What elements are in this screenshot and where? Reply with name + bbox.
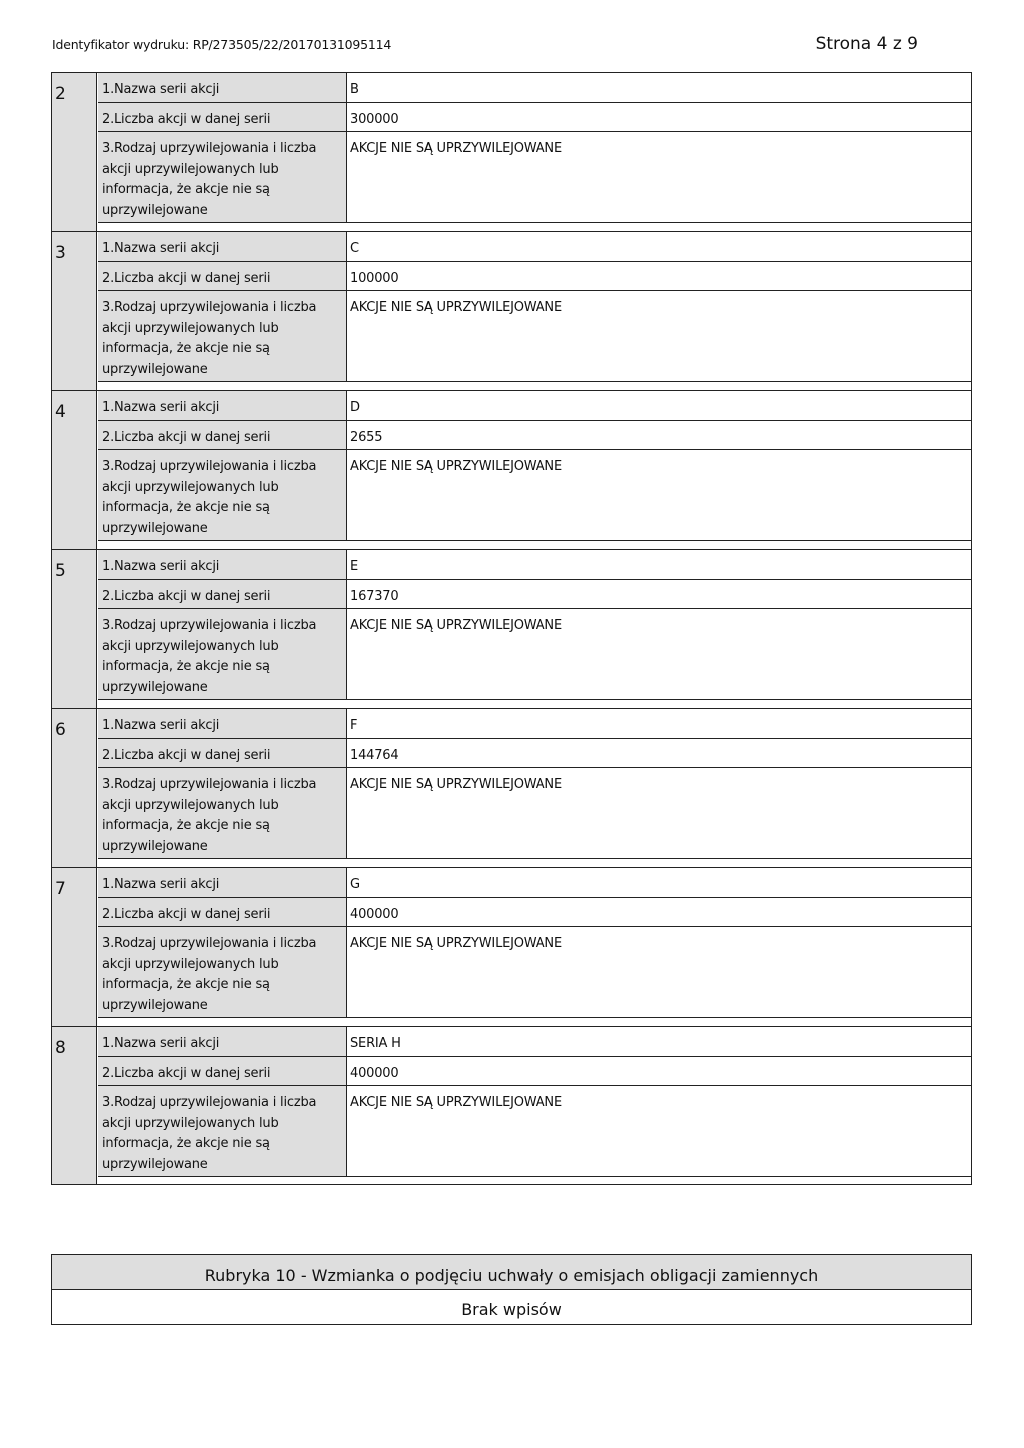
page-number: Strona 4 z 9 <box>815 34 918 54</box>
privilege-type-value: AKCJE NIE SĄ UPRZYWILEJOWANE <box>347 608 971 700</box>
series-name-value: B <box>347 73 971 103</box>
privilege-type-value: AKCJE NIE SĄ UPRZYWILEJOWANE <box>347 131 971 223</box>
series-name-label: 1.Nazwa serii akcji <box>98 232 347 262</box>
section-title: Rubryka 10 - Wzmianka o podjęciu uchwały o emisjach obligacji zamiennych <box>51 1254 972 1290</box>
series-group <box>51 231 972 390</box>
series-index: 5 <box>52 550 97 708</box>
series-group <box>51 867 972 1026</box>
share-count-value: 400000 <box>347 1056 971 1086</box>
series-name-label: 1.Nazwa serii akcji <box>98 709 347 739</box>
section-body: Brak wpisów <box>51 1290 972 1325</box>
privilege-type-label: 3.Rodzaj uprzywilejowania i liczba akcji uprzywilejowanych lub informacja, że akcje nie są uprzywilejowane <box>98 608 347 700</box>
series-name-label: 1.Nazwa serii akcji <box>98 868 347 898</box>
share-count-label: 2.Liczba akcji w danej serii <box>98 420 347 450</box>
share-series-table <box>51 72 972 1185</box>
privilege-type-label: 3.Rodzaj uprzywilejowania i liczba akcji uprzywilejowanych lub informacja, że akcje nie są uprzywilejowane <box>98 767 347 859</box>
series-index: 8 <box>52 1027 97 1184</box>
group-spacer <box>98 1176 971 1186</box>
share-count-label: 2.Liczba akcji w danej serii <box>98 1056 347 1086</box>
privilege-type-value: AKCJE NIE SĄ UPRZYWILEJOWANE <box>347 926 971 1018</box>
share-count-label: 2.Liczba akcji w danej serii <box>98 261 347 291</box>
series-group <box>51 1026 972 1185</box>
series-index: 4 <box>52 391 97 549</box>
series-name-label: 1.Nazwa serii akcji <box>98 1027 347 1057</box>
series-name-value: E <box>347 550 971 580</box>
share-count-label: 2.Liczba akcji w danej serii <box>98 738 347 768</box>
privilege-type-label: 3.Rodzaj uprzywilejowania i liczba akcji uprzywilejowanych lub informacja, że akcje nie są uprzywilejowane <box>98 290 347 382</box>
series-index: 7 <box>52 868 97 1026</box>
series-group <box>51 708 972 867</box>
series-name-value: F <box>347 709 971 739</box>
share-count-value: 167370 <box>347 579 971 609</box>
series-index: 3 <box>52 232 97 390</box>
privilege-type-label: 3.Rodzaj uprzywilejowania i liczba akcji uprzywilejowanych lub informacja, że akcje nie są uprzywilejowane <box>98 926 347 1018</box>
privilege-type-label: 3.Rodzaj uprzywilejowania i liczba akcji uprzywilejowanych lub informacja, że akcje nie są uprzywilejowane <box>98 131 347 223</box>
share-count-value: 400000 <box>347 897 971 927</box>
privilege-type-value: AKCJE NIE SĄ UPRZYWILEJOWANE <box>347 1085 971 1177</box>
share-count-value: 2655 <box>347 420 971 450</box>
share-count-label: 2.Liczba akcji w danej serii <box>98 102 347 132</box>
series-name-value: D <box>347 391 971 421</box>
share-count-value: 144764 <box>347 738 971 768</box>
series-index: 2 <box>52 73 97 231</box>
series-index: 6 <box>52 709 97 867</box>
series-name-label: 1.Nazwa serii akcji <box>98 550 347 580</box>
share-count-value: 100000 <box>347 261 971 291</box>
share-count-value: 300000 <box>347 102 971 132</box>
series-name-value: G <box>347 868 971 898</box>
print-identifier: Identyfikator wydruku: RP/273505/22/20170131095114 <box>52 37 392 52</box>
privilege-type-label: 3.Rodzaj uprzywilejowania i liczba akcji uprzywilejowanych lub informacja, że akcje nie są uprzywilejowane <box>98 1085 347 1177</box>
share-count-label: 2.Liczba akcji w danej serii <box>98 579 347 609</box>
share-count-label: 2.Liczba akcji w danej serii <box>98 897 347 927</box>
privilege-type-value: AKCJE NIE SĄ UPRZYWILEJOWANE <box>347 449 971 541</box>
series-group <box>51 390 972 549</box>
series-name-label: 1.Nazwa serii akcji <box>98 73 347 103</box>
series-group <box>51 72 972 231</box>
series-name-label: 1.Nazwa serii akcji <box>98 391 347 421</box>
privilege-type-value: AKCJE NIE SĄ UPRZYWILEJOWANE <box>347 290 971 382</box>
series-name-value: SERIA H <box>347 1027 971 1057</box>
series-group <box>51 549 972 708</box>
privilege-type-label: 3.Rodzaj uprzywilejowania i liczba akcji uprzywilejowanych lub informacja, że akcje nie są uprzywilejowane <box>98 449 347 541</box>
series-name-value: C <box>347 232 971 262</box>
privilege-type-value: AKCJE NIE SĄ UPRZYWILEJOWANE <box>347 767 971 859</box>
section-rubryka-10 <box>51 1254 972 1325</box>
